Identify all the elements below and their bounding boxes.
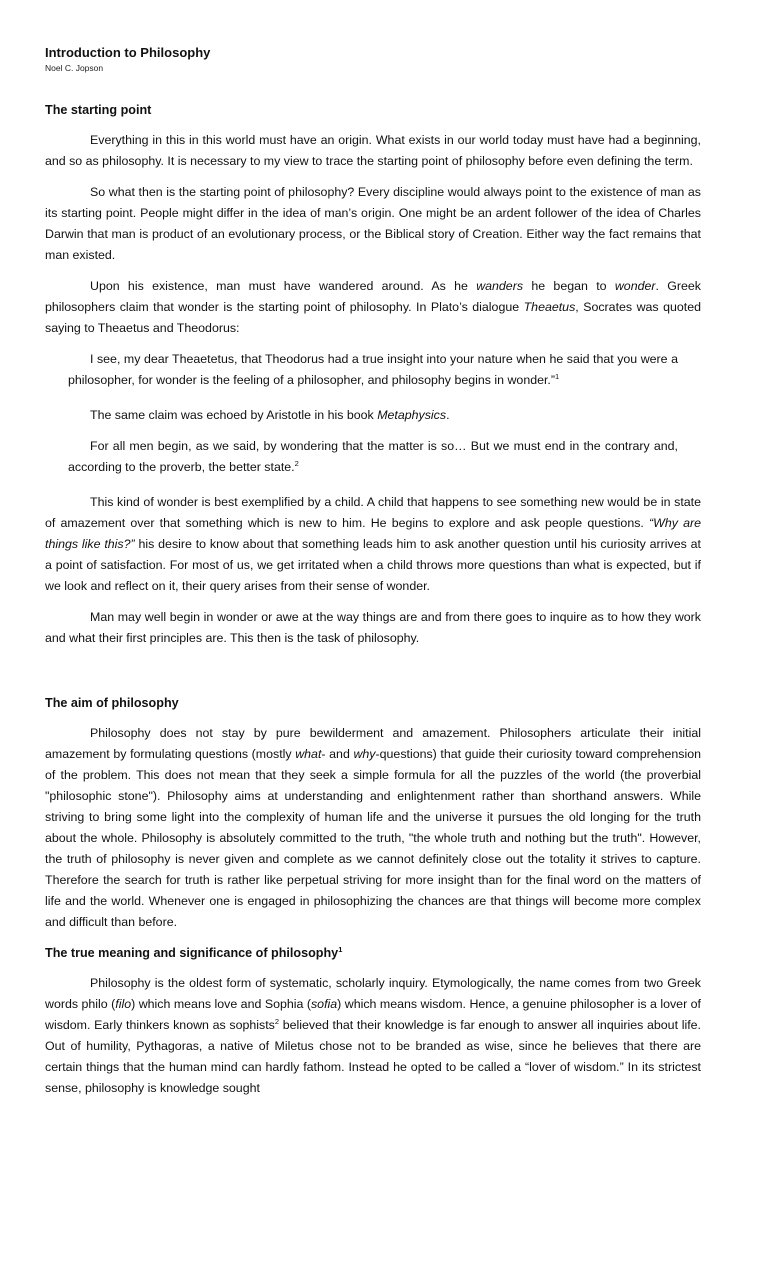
paragraph: Philosophy does not stay by pure bewilderment and amazement. Philosophers articulate their initial amazement by formulating questions (mostly what- and why-questions) that guide their curiosity toward comprehension of the problem. This does not mean that they seek a simple formula for all the puzzles of the world (the proverbial "philosophic stone"). Philosophy aims at understanding and enlightenment rather than shorthand answers. While striving to bring some light into the complexity of human life and the universe it pursues the old longing for the truth about the whole. Philosophy is absolutely committed to the truth, "the whole truth and nothing but the truth". However, the truth of philosophy is never given and complete as we cannot definitely close out the totality it strives to capture. Therefore the search for truth is rather like perpetual striving for more insight than for the final word on the matters of life and the world. Whenever one is engaged in philosophizing the chances are that things will become more complex and difficult than before. xyxy=(45,726,702,929)
section-heading-starting-point: The starting point xyxy=(45,103,152,117)
document-title: Introduction to Philosophy xyxy=(45,45,211,60)
paragraph: The same claim was echoed by Aristotle in his book Metaphysics. xyxy=(90,408,450,422)
block-quote-plato: I see, my dear Theaetetus, that Theodorus had a true insight into your nature when he said that you were a philosopher, for wonder is the feeling of a philosopher, and philosophy begins in wonder.”$^1$ xyxy=(68,352,678,387)
section-heading-meaning: The true meaning and significance of philosophy$^1$ xyxy=(45,944,343,960)
footnote-marker[interactable]: 1 xyxy=(338,944,343,954)
paragraph: So what then is the starting point of philosophy? Every discipline would always point to the existence of man as its starting point. People might differ in the idea of man’s origin. One might be an ardent follower of the idea of Charles Darwin that man is product of an evolutionary process, or the Biblical story of Creation. Either way the fact remains that man existed. xyxy=(45,185,701,262)
author-name: Noel C. Jopson xyxy=(45,63,104,73)
paragraph: Upon his existence, man must have wandered around. As he wanders he began to wonder. Greek philosophers claim that wonder is the starting point of philosophy. In Plato’s dialogue Theaetus, Socrates was quoted saying to Theaetus and Theodorus: xyxy=(45,279,701,335)
section-heading-aim: The aim of philosophy xyxy=(45,696,179,710)
document-page xyxy=(45,44,701,1099)
paragraph: Man may well begin in wonder or awe at the way things are and from there goes to inquire as to how they work and what their first principles are. This then is the task of philosophy. xyxy=(45,610,701,645)
footnote-marker[interactable]: 2 xyxy=(274,1016,280,1026)
paragraph: Everything in this in this world must have an origin. What exists in our world today must have had a beginning, and so as philosophy. It is necessary to my view to trace the starting point of philosophy before even defining the term. xyxy=(45,133,701,168)
footnote-marker[interactable]: 1 xyxy=(555,371,560,381)
footnote-marker[interactable]: 2 xyxy=(294,458,299,468)
paragraph: This kind of wonder is best exemplified by a child. A child that happens to see something new would be in state of amazement over that something which is new to him. He begins to explore and ask people questions. “Why are things like this?” his desire to know about that something leads him to ask another question until his curiosity arrives at a point of satisfaction. For most of us, we get irritated when a child throws more questions than what is expected, but if we look and reflect on it, their query arises from their sense of wonder. xyxy=(45,495,702,593)
paragraph: Philosophy is the oldest form of systematic, scholarly inquiry. Etymologically, the name comes from two Greek words philo (filo) which means love and Sophia (sofia) which means wisdom. Hence, a genuine philosopher is a lover of wisdom. Early thinkers known as sophists$^2$ believed that their knowledge is far enough to answer all inquiries about life. Out of humility, Pythagoras, a native of Miletus chose not to be branded as wise, since he believes that there are certain things that the human mind can hardly fathom. Instead he opted to be called a “lover of wisdom.” In its strictest sense, philosophy is knowledge sought xyxy=(45,976,701,1095)
block-quote-aristotle: For all men begin, as we said, by wondering that the matter is so… But we must end in the contrary and, according to the proverb, the better state.$^2$ xyxy=(68,439,678,474)
